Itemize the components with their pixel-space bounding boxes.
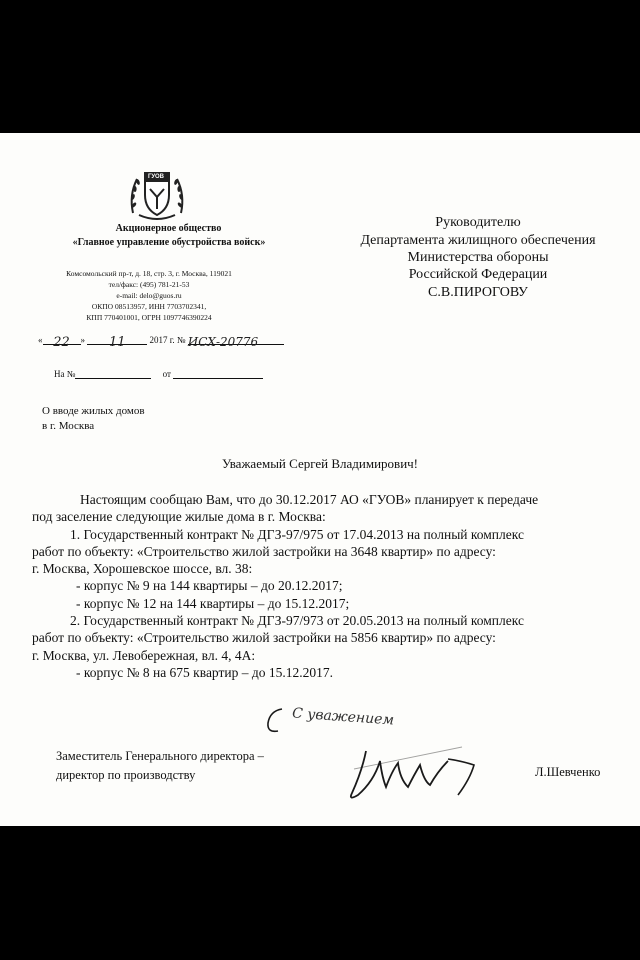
recipient-line4: Российской Федерации (408, 267, 548, 282)
salutation: Уважаемый Сергей Владимирович! (221, 456, 419, 471)
signatory-title-line2: директор по производству (56, 768, 196, 782)
contract2-object: работ по объекту: «Строительство жилой застройки на 5856 квартир» по адресу: (32, 630, 496, 646)
contract1-building1: - корпус № 9 на 144 квартиры – до 20.12.2017; (76, 578, 343, 594)
signatory-title-line1: Заместитель Генерального директора – (56, 749, 264, 763)
outgoing-date-line: « 22 » 11 2017 г. № ИСХ-20776 (38, 335, 284, 345)
outgoing-number: ИСХ-20776 (187, 335, 259, 349)
ref-label: На № (54, 369, 76, 379)
sender-org-type: Акционерное общество (115, 223, 222, 234)
contract2-address: г. Москва, ул. Левобережная, вл. 4, 4А: (32, 647, 256, 663)
signatory-name: Л.Шевченко (535, 765, 601, 779)
letter-page (0, 133, 640, 826)
recipient-name: С.В.ПИРОГОВУ (428, 285, 528, 300)
sender-address: Комсомольский пр-т, д. 18, стр. 3, г. Москва, 119021 (66, 269, 232, 278)
sender-kpp: КПП 770401001, ОГРН 1097746390224 (86, 313, 212, 322)
outgoing-month: 11 (108, 335, 126, 350)
subject-line1: О вводе жилых домов (42, 405, 145, 417)
recipient-line3: Министерства обороны (407, 250, 549, 265)
contract2-title: 2. Государственный контракт № ДГЗ-97/973 от 20.05.2013 на полный комплекс (70, 613, 524, 629)
reference-line (54, 369, 263, 379)
sender-okpo: ОКПО 08513957, ИНН 7703702341, (91, 302, 207, 311)
body-intro-cont: под заселение следующие жилые дома в г. Москва: (32, 509, 326, 525)
contract1-building2: - корпус № 12 на 144 квартиры – до 15.12.2017; (76, 595, 350, 611)
contract2-building: - корпус № 8 на 675 квартир – до 15.12.2017. (76, 664, 333, 680)
sender-org-name: «Главное управление обустройства войск» (72, 237, 266, 248)
letter-body (32, 491, 627, 681)
from-label: от (162, 369, 171, 379)
outgoing-year-label: 2017 г. № (149, 335, 186, 345)
recipient-line1: Руководителю (435, 215, 521, 230)
outgoing-day: 22 (53, 335, 70, 350)
contract1-object: работ по объекту: «Строительство жилой застройки на 3648 квартир» по адресу: (32, 543, 496, 559)
logo-text: ГУОВ (148, 174, 164, 180)
sender-phone: тел/факс: (495) 781-21-53 (108, 280, 190, 289)
signatory-title (56, 747, 264, 785)
body-intro: Настоящим сообщаю Вам, что до 30.12.2017 АО «ГУОВ» планирует к передаче (80, 492, 539, 507)
contract1-title: 1. Государственный контракт № ДГЗ-97/975 от 17.04.2013 на полный комплекс (70, 526, 524, 542)
sender-email: e-mail: delo@guos.ru (116, 291, 182, 300)
recipient-line2: Департамента жилищного обеспечения (360, 233, 596, 248)
subject-line2: в г. Москва (42, 420, 95, 432)
contract1-address: г. Москва, Хорошевское шоссе, вл. 38: (32, 561, 253, 577)
handwritten-note: С уважением (291, 705, 395, 729)
